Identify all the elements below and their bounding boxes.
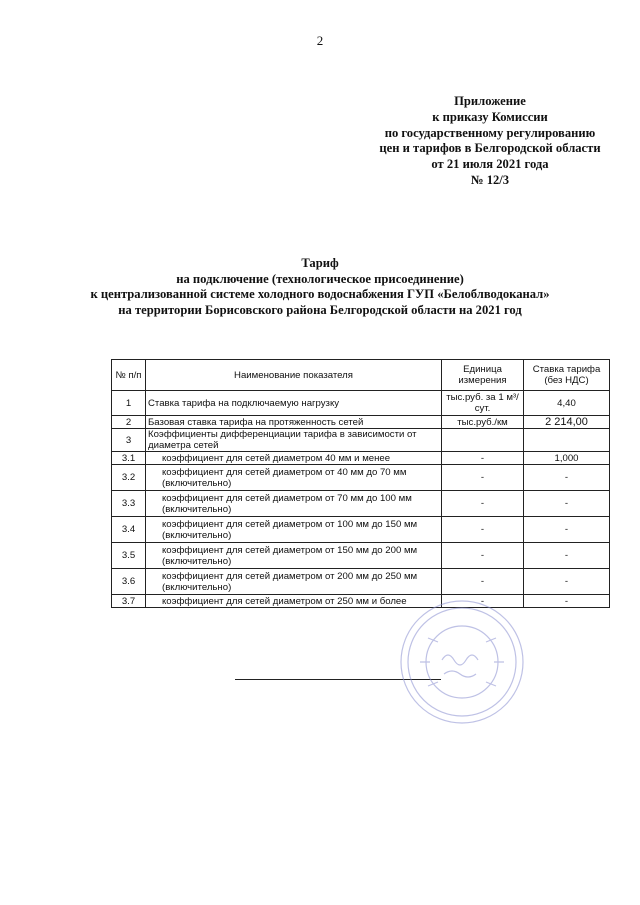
row-num: 3.5	[112, 543, 146, 569]
row-unit: -	[442, 465, 524, 491]
official-seal	[398, 598, 526, 726]
row-num: 3.4	[112, 517, 146, 543]
row-name: Ставка тарифа на подключаемую нагрузку	[146, 391, 442, 416]
table-row	[112, 452, 610, 465]
title-line: Тариф	[301, 256, 339, 270]
appendix-line: № 12/3	[470, 172, 510, 187]
row-rate: -	[524, 543, 610, 569]
table-row	[112, 391, 610, 416]
row-num: 2	[112, 416, 146, 429]
row-unit: -	[442, 491, 524, 517]
row-unit: -	[442, 595, 524, 608]
row-num: 3.2	[112, 465, 146, 491]
row-num: 3	[112, 429, 146, 452]
header-num: № п/п	[112, 360, 146, 391]
appendix-line: к приказу Комиссии	[432, 109, 548, 124]
table-row	[112, 517, 610, 543]
row-num: 1	[112, 391, 146, 416]
row-num: 3.6	[112, 569, 146, 595]
table-row	[112, 416, 610, 429]
row-name: коэффициент для сетей диаметром от 250 мм и более	[146, 595, 442, 608]
row-rate: 4,40	[524, 391, 610, 416]
row-num: 3.7	[112, 595, 146, 608]
title-line: на территории Борисовского района Белгородской области на 2021 год	[118, 302, 522, 317]
row-name: Базовая ставка тарифа на протяженность сетей	[146, 416, 442, 429]
header-name: Наименование показателя	[146, 360, 442, 391]
page-number: 2	[316, 33, 324, 48]
row-name: коэффициент для сетей диаметром от 40 мм до 70 мм (включительно)	[146, 465, 442, 491]
row-unit: тыс.руб./км	[442, 416, 524, 429]
appendix-line: Приложение	[454, 94, 526, 108]
row-rate	[524, 429, 610, 452]
tariff-table	[111, 359, 610, 608]
row-num: 3.1	[112, 452, 146, 465]
row-unit: -	[442, 517, 524, 543]
row-name: коэффициент для сетей диаметром от 70 мм до 100 мм (включительно)	[146, 491, 442, 517]
title-line: на подключение (технологическое присоединение)	[176, 271, 464, 286]
table-row	[112, 543, 610, 569]
row-name: Коэффициенты дифференциации тарифа в зависимости от диаметра сетей	[146, 429, 442, 452]
table-row	[112, 595, 610, 608]
row-rate: 1,000	[524, 452, 610, 465]
row-rate: -	[524, 595, 610, 608]
header-unit: Единица измерения	[442, 360, 524, 391]
table-row	[112, 569, 610, 595]
title-line: к централизованной системе холодного водоснабжения ГУП «Белоблводоканал»	[90, 287, 550, 302]
row-unit: -	[442, 569, 524, 595]
document-title	[40, 256, 600, 318]
row-unit: -	[442, 543, 524, 569]
row-name: коэффициент для сетей диаметром от 100 мм до 150 мм (включительно)	[146, 517, 442, 543]
row-num: 3.3	[112, 491, 146, 517]
appendix-line: от 21 июля 2021 года	[431, 157, 549, 172]
row-rate: -	[524, 569, 610, 595]
table-row	[112, 491, 610, 517]
header-rate: Ставка тарифа (без НДС)	[524, 360, 610, 391]
row-name: коэффициент для сетей диаметром от 150 мм до 200 мм (включительно)	[146, 543, 442, 569]
appendix-header	[350, 94, 630, 189]
table-row	[112, 429, 610, 452]
row-rate: -	[524, 517, 610, 543]
row-rate: -	[524, 491, 610, 517]
row-name: коэффициент для сетей диаметром от 200 мм до 250 мм (включительно)	[146, 569, 442, 595]
appendix-line: цен и тарифов в Белгородской области	[379, 141, 601, 156]
row-unit: тыс.руб. за 1 м³/сут.	[442, 391, 524, 416]
table-row	[112, 465, 610, 491]
row-unit	[442, 429, 524, 452]
row-rate: 2 214,00	[524, 416, 610, 429]
table-header-row	[112, 360, 610, 391]
row-name: коэффициент для сетей диаметром 40 мм и менее	[146, 452, 442, 465]
row-unit: -	[442, 452, 524, 465]
row-rate: -	[524, 465, 610, 491]
appendix-line: по государственному регулированию	[384, 125, 596, 140]
